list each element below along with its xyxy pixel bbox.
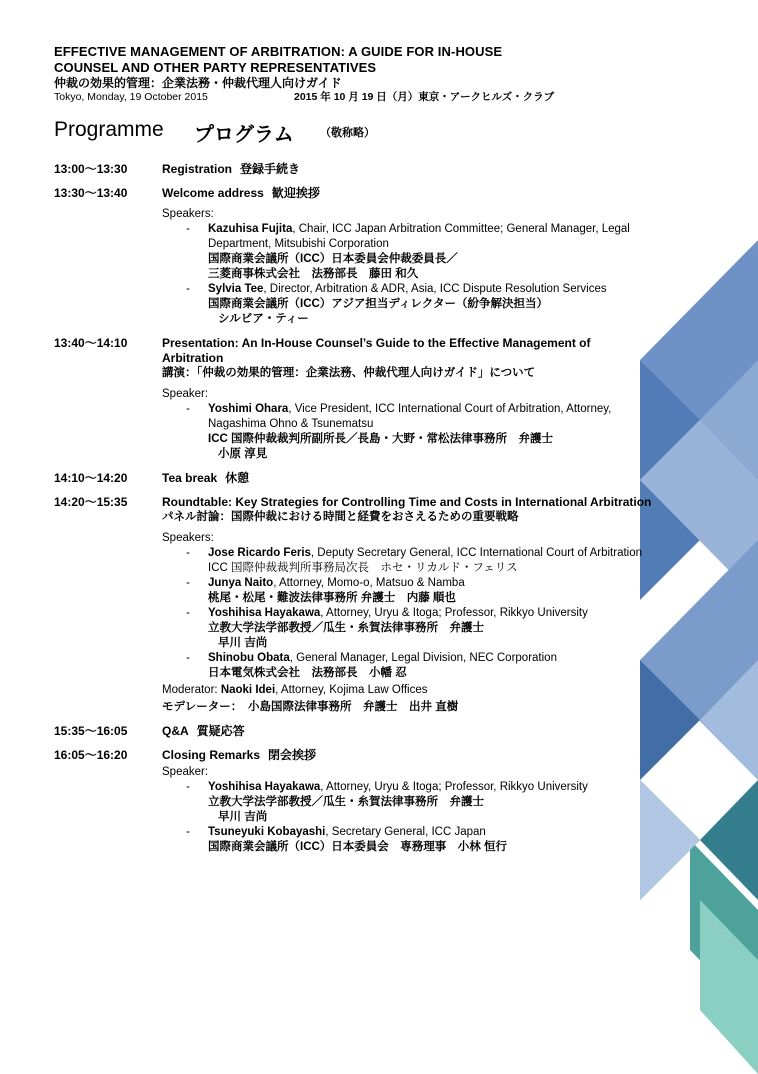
speaker-jp: 三菱商事株式会社 法務部長 藤田 和久: [208, 268, 419, 280]
session-title: Tea break 休憩: [162, 471, 250, 485]
session-title: Closing Remarks 閉会挨拶: [162, 748, 317, 762]
session-time: 14:10～14:20: [54, 471, 128, 485]
session-time: 13:00～13:30: [54, 162, 128, 176]
speaker-jp: 立教大学法学部教授／瓜生・糸賀法律事務所 弁護士: [208, 796, 484, 808]
programme-en: Programme: [54, 118, 164, 141]
session-registration: [54, 162, 654, 177]
speaker-entry: - Jose Ricardo Feris, Deputy Secretary General, ICC International Court of Arbitration ICC 国際仲裁裁判所事務局次長 ホセ・リカルド・フェリス: [162, 546, 654, 576]
speaker-role: , Director, Arbitration & ADR, Asia, ICC Dispute Resolution Services: [263, 283, 607, 295]
speaker-jp: シルビア・ティー: [218, 313, 309, 325]
speaker-name: Shinobu Obata: [208, 652, 290, 664]
session-title: Q&A 質疑応答: [162, 724, 245, 738]
session-qa: [54, 724, 654, 739]
moderator-jp: モデレーター： 小島国際法律事務所 弁護士 出井 直樹: [162, 701, 459, 713]
speaker-jp: 早川 吉尚: [218, 637, 268, 649]
moderator-line: Moderator: Naoki Idei, Attorney, Kojima Law Offices: [162, 684, 428, 696]
session-subtitle-jp: 講演：「仲裁の効果的管理：企業法務、仲裁代理人向けガイド」について: [162, 367, 536, 379]
programme-note: （敬称略）: [320, 127, 375, 139]
speaker-jp: 桃尾・松尾・難波法律事務所 弁護士 内藤 順也: [208, 592, 456, 604]
speaker-entry: - Tsuneyuki Kobayashi, Secretary General, ICC Japan 国際商業会議所（ICC）日本委員会 専務理事 小林 恒行: [162, 825, 654, 855]
speaker-jp: 早川 吉尚: [218, 811, 268, 823]
event-title-line2: COUNSEL AND OTHER PARTY REPRESENTATIVES: [54, 60, 377, 75]
speaker-jp: 立教大学法学部教授／瓜生・糸賀法律事務所 弁護士: [208, 622, 484, 634]
speaker-role: , Secretary General, ICC Japan: [325, 826, 486, 838]
session-title: Roundtable: Key Strategies for Controlling Time and Costs in International Arbitration: [162, 495, 652, 509]
session-closing: [54, 748, 654, 855]
session-presentation: [54, 336, 654, 462]
speaker-role: , General Manager, Legal Division, NEC Corporation: [289, 652, 557, 664]
session-list: [54, 162, 654, 855]
session-time: 16:05～16:20: [54, 748, 128, 762]
speaker-jp: 国際商業会議所（ICC）アジア担当ディレクター（紛争解決担当）: [208, 298, 548, 310]
session-time: 14:20～15:35: [54, 495, 128, 509]
speaker-name: Yoshihisa Hayakawa: [208, 607, 321, 619]
date-line: [54, 91, 654, 104]
programme-jp: プログラム: [194, 124, 294, 146]
speakers-label: Speaker:: [162, 388, 209, 400]
document-body: [54, 44, 654, 864]
speaker-jp: ICC 国際仲裁裁判所副所長／長島・大野・常松法律事務所 弁護士: [208, 433, 553, 445]
speaker-name: Sylvia Tee: [208, 283, 264, 295]
session-time: 13:40～14:10: [54, 336, 128, 350]
speaker-name: Tsuneyuki Kobayashi: [208, 826, 326, 838]
speaker-name: Junya Naito: [208, 577, 274, 589]
speaker-role: , Vice President, ICC International Court of Arbitration, Attorney, Nagashima Ohno & Tsunematsu: [208, 403, 612, 430]
speaker-role: , Attorney, Uryu & Itoga; Professor, Rikkyo University: [320, 607, 588, 619]
session-tea-break: [54, 471, 654, 486]
session-time: 15:35～16:05: [54, 724, 128, 738]
session-title: Presentation: An In-House Counsel’s Guide to the Effective Management of Arbitration: [162, 336, 591, 365]
speaker-name: Jose Ricardo Feris: [208, 547, 311, 559]
date-jp: 2015 年 10 月 19 日（月）東京・アークヒルズ・クラブ: [294, 91, 555, 103]
speaker-name: Kazuhisa Fujita: [208, 223, 293, 235]
speaker-jp: 小原 淳見: [218, 448, 268, 460]
event-title-jp: 仲裁の効果的管理：企業法務・仲裁代理人向けガイド: [54, 76, 342, 90]
session-title: Welcome address 歓迎挨拶: [162, 186, 320, 200]
speaker-role: , Chair, ICC Japan Arbitration Committee; General Manager, Legal Department, Mitsubishi Corporation: [208, 223, 630, 250]
speaker-entry: - Junya Naito, Attorney, Momo-o, Matsuo & Namba 桃尾・松尾・難波法律事務所 弁護士 内藤 順也: [162, 576, 654, 606]
speaker-name: Yoshihisa Hayakawa: [208, 781, 321, 793]
speaker-role: , Attorney, Momo-o, Matsuo & Namba: [273, 577, 465, 589]
speakers-label: Speakers:: [162, 208, 214, 220]
speaker-jp: 日本電気株式会社 法務部長 小幡 忍: [208, 667, 407, 679]
date-en: Tokyo, Monday, 19 October 2015: [54, 91, 208, 103]
session-subtitle-jp: パネル討論：国際仲裁における時間と経費をおさえるための重要戦略: [162, 511, 519, 523]
speaker-name: Yoshimi Ohara: [208, 403, 289, 415]
session-time: 13:30～13:40: [54, 186, 128, 200]
speakers-label: Speaker:: [162, 766, 209, 778]
speakers-label: Speakers:: [162, 532, 214, 544]
speaker-entry: - Sylvia Tee, Director, Arbitration & ADR, Asia, ICC Dispute Resolution Services 国際商業会議所（ICC）アジア担当ディレクター（紛争解決担当） シルビア・ティー: [162, 282, 654, 327]
event-title-line1: EFFECTIVE MANAGEMENT OF ARBITRATION: A GUIDE FOR IN-HOUSE: [54, 44, 503, 59]
programme-heading: [54, 118, 654, 148]
session-title: Registration 登録手続き: [162, 162, 301, 176]
speaker-entry: - Yoshihisa Hayakawa, Attorney, Uryu & Itoga; Professor, Rikkyo University 立教大学法学部教授／瓜生・糸賀法律事務所 弁護士 早川 吉尚: [162, 606, 654, 651]
speaker-entry: - Shinobu Obata, General Manager, Legal Division, NEC Corporation 日本電気株式会社 法務部長 小幡 忍: [162, 651, 654, 681]
speaker-role: , Deputy Secretary General, ICC International Court of Arbitration: [310, 547, 643, 559]
speaker-entry: - Kazuhisa Fujita, Chair, ICC Japan Arbitration Committee; General Manager, Legal Department, Mitsubishi Corporation 国際商業会議所（ICC）日本委員会仲裁委員長／ 三菱商事株式会社 法務部長 藤田 和久: [162, 222, 654, 282]
speaker-entry: - Yoshihisa Hayakawa, Attorney, Uryu & Itoga; Professor, Rikkyo University 立教大学法学部教授／瓜生・糸賀法律事務所 弁護士 早川 吉尚: [162, 780, 654, 825]
session-roundtable: [54, 495, 654, 715]
speaker-jp: 国際商業会議所（ICC）日本委員会仲裁委員長／: [208, 253, 458, 265]
speaker-jp: 国際商業会議所（ICC）日本委員会 専務理事 小林 恒行: [208, 841, 507, 853]
speaker-jp: ICC 国際仲裁裁判所事務局次長 ホセ・リカルド・フェリス: [208, 562, 518, 574]
session-welcome: [54, 186, 654, 327]
speaker-role: , Attorney, Uryu & Itoga; Professor, Rikkyo University: [320, 781, 588, 793]
speaker-entry: - Yoshimi Ohara, Vice President, ICC International Court of Arbitration, Attorney, Nagashima Ohno & Tsunematsu ICC 国際仲裁裁判所副所長／長島・大野・常松法律事務所 弁護士 小原 淳見: [162, 402, 654, 462]
